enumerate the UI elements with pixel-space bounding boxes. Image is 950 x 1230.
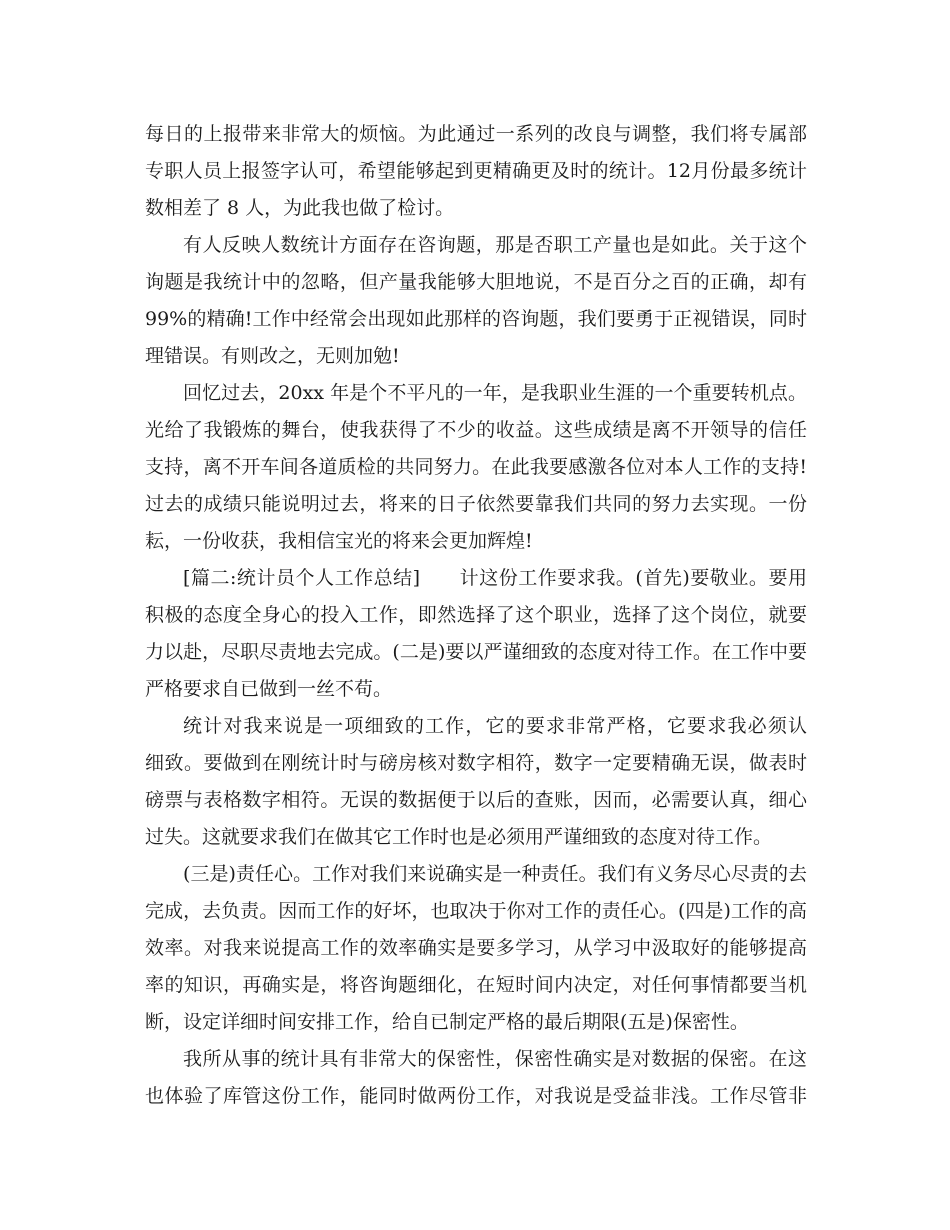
text-line: 99%的精确!工作中经常会出现如此那样的咨询题，我们要勇于正视错误，同时 — [145, 308, 807, 330]
text-line: 严格要求自已做到一丝不苟。 — [145, 678, 393, 700]
text-line: 力以赴，尽职尽责地去完成。(二是)要以严谨细致的态度对待工作。在工作中要 — [145, 641, 807, 663]
text-line: 询题是我统计中的忽略，但产量我能够大胆地说，不是百分之百的正确，却有 — [145, 271, 807, 293]
text-line: 每日的上报带来非常大的烦恼。为此通过一系列的改良与调整，我们将专属部 — [145, 123, 807, 145]
text-line: 有人反映人数统计方面存在咨询题，那是否职工产量也是如此。关于这个 — [183, 234, 807, 256]
text-line: 我所从事的统计具有非常大的保密性，保密性确实是对数据的保密。在这 — [183, 1048, 807, 1070]
text-line: 回忆过去，20xx 年是个不平凡的一年，是我职业生涯的一个重要转机点。 — [183, 382, 807, 404]
text-line: (三是)责任心。工作对我们来说确实是一种责任。我们有义务尽心尽责的去 — [183, 863, 807, 885]
text-line: 理错误。有则改之，无则加勉! — [145, 345, 400, 367]
text-line: 支持，离不开车间各道质检的共同努力。在此我要感激各位对本人工作的支持! — [145, 456, 807, 478]
text-line: 完成，去负责。因而工作的好坏，也取决于你对工作的责任心。(四是)工作的高 — [145, 900, 807, 922]
text-line: 专职人员上报签字认可，希望能够起到更精确更及时的统计。12月份最多统计 — [145, 160, 807, 182]
text-line: 效率。对我来说提高工作的效率确实是要多学习，从学习中汲取好的能够提高 — [145, 937, 807, 959]
text-line: [篇二:统计员个人工作总结] 计这份工作要求我。(首先)要敬业。要用 — [183, 567, 807, 589]
text-line: 光给了我锻炼的舞台，使我获得了不少的收益。这些成绩是离不开领导的信任 — [145, 419, 807, 441]
text-line: 耘，一份收获，我相信宝光的将来会更加辉煌! — [145, 530, 533, 552]
text-line: 统计对我来说是一项细致的工作，它的要求非常严格，它要求我必须认 — [183, 715, 807, 737]
text-line: 也体验了库管这份工作，能同时做两份工作，对我说是受益非浅。工作尽管非 — [145, 1085, 807, 1107]
text-line: 断，设定详细时间安排工作，给自已制定严格的最后期限(五是)保密性。 — [145, 1011, 749, 1033]
text-line: 积极的态度全身心的投入工作，即然选择了这个职业，选择了这个岗位，就要 — [145, 604, 807, 626]
text-line: 细致。要做到在刚统计时与磅房核对数字相符，数字一定要精确无误，做表时 — [145, 752, 807, 774]
text-line: 数相差了 8 人，为此我也做了检讨。 — [145, 197, 455, 219]
text-line: 率的知识，再确实是，将咨询题细化，在短时间内决定，对任何事情都要当机 — [145, 974, 807, 996]
text-line: 过失。这就要求我们在做其它工作时也是必须用严谨细致的态度对待工作。 — [145, 826, 773, 848]
text-line: 磅票与表格数字相符。无误的数据便于以后的查账，因而，必需要认真，细心 — [145, 789, 807, 811]
text-line: 过去的成绩只能说明过去，将来的日子依然要靠我们共同的努力去实现。一份 — [145, 493, 807, 515]
document-body — [145, 116, 807, 1115]
